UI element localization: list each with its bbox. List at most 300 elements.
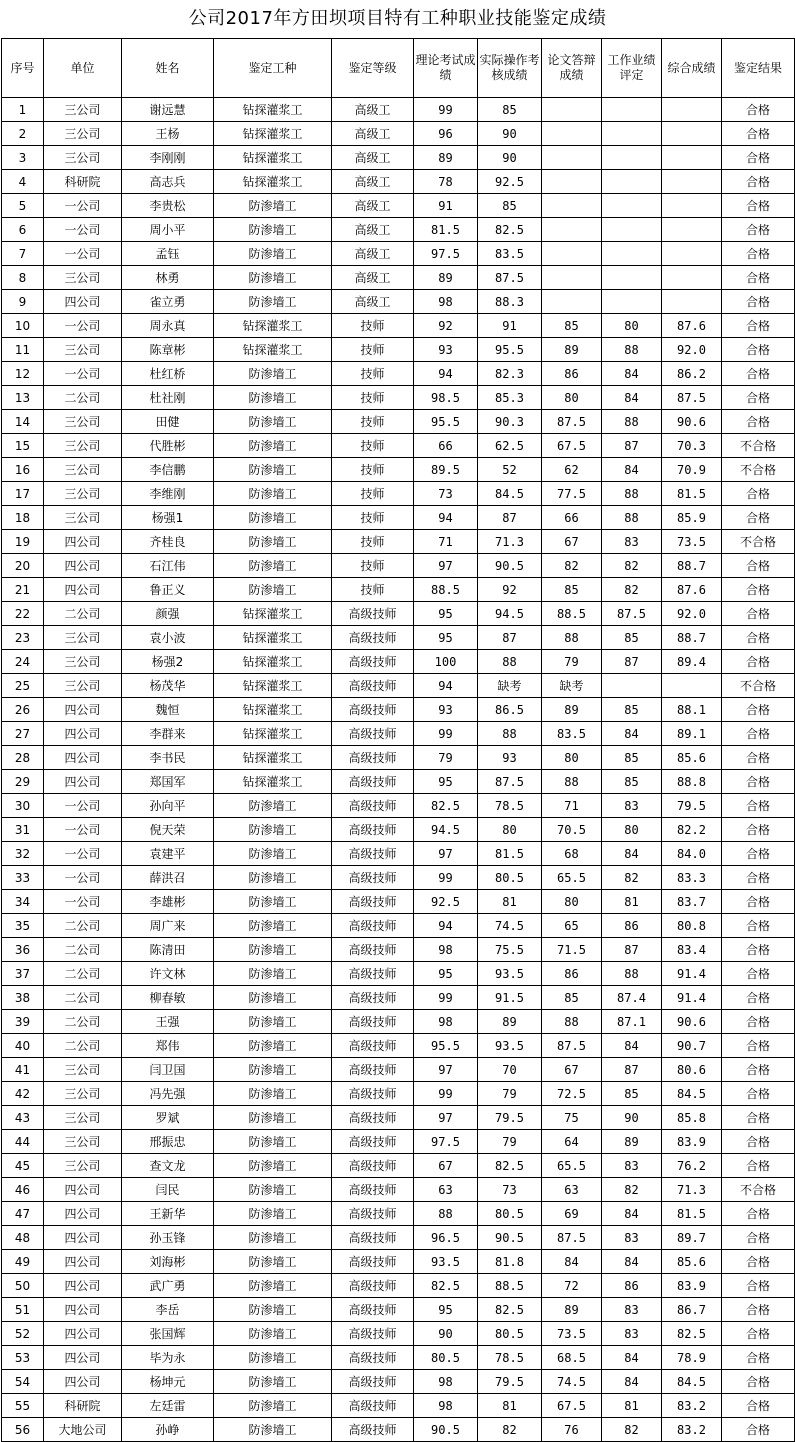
- cell-result: 合格: [722, 218, 795, 242]
- table-row: [2, 1034, 795, 1058]
- cell-unit: 一公司: [44, 362, 122, 386]
- cell-level: 高级技师: [332, 1274, 414, 1298]
- cell-name: 齐桂良: [122, 530, 214, 554]
- cell-performance: 82: [602, 578, 662, 602]
- cell-thesis: 72.5: [542, 1082, 602, 1106]
- cell-thesis: 71: [542, 794, 602, 818]
- cell-thesis: 85: [542, 578, 602, 602]
- cell-name: 张国辉: [122, 1322, 214, 1346]
- cell-performance: [602, 170, 662, 194]
- cell-overall: 70.9: [662, 458, 722, 482]
- cell-level: 高级技师: [332, 1202, 414, 1226]
- cell-name: 邢振忠: [122, 1130, 214, 1154]
- cell-overall: 83.4: [662, 938, 722, 962]
- cell-performance: 87.1: [602, 1010, 662, 1034]
- cell-result: 合格: [722, 746, 795, 770]
- cell-thesis: 62: [542, 458, 602, 482]
- cell-thesis: 65.5: [542, 866, 602, 890]
- cell-result: 合格: [722, 146, 795, 170]
- cell-unit: 一公司: [44, 842, 122, 866]
- cell-trade: 防渗墙工: [214, 1346, 332, 1370]
- cell-thesis: 66: [542, 506, 602, 530]
- cell-thesis: 63: [542, 1178, 602, 1202]
- cell-seq: 43: [2, 1106, 44, 1130]
- cell-thesis: [542, 98, 602, 122]
- table-row: [2, 842, 795, 866]
- cell-level: 高级技师: [332, 1394, 414, 1418]
- cell-trade: 防渗墙工: [214, 194, 332, 218]
- table-row: [2, 338, 795, 362]
- cell-practical: 82.5: [478, 1298, 542, 1322]
- cell-trade: 防渗墙工: [214, 458, 332, 482]
- cell-performance: [602, 266, 662, 290]
- table-row: [2, 1010, 795, 1034]
- cell-thesis: 89: [542, 698, 602, 722]
- cell-thesis: 69: [542, 1202, 602, 1226]
- cell-thesis: 74.5: [542, 1370, 602, 1394]
- table-row: [2, 1226, 795, 1250]
- cell-unit: 四公司: [44, 722, 122, 746]
- cell-unit: 三公司: [44, 1130, 122, 1154]
- cell-overall: [662, 266, 722, 290]
- cell-seq: 22: [2, 602, 44, 626]
- cell-practical: 93.5: [478, 962, 542, 986]
- cell-level: 技师: [332, 362, 414, 386]
- cell-thesis: [542, 122, 602, 146]
- cell-level: 高级技师: [332, 818, 414, 842]
- cell-theory: 94: [414, 362, 478, 386]
- cell-name: 李刚刚: [122, 146, 214, 170]
- cell-unit: 四公司: [44, 1346, 122, 1370]
- table-row: [2, 722, 795, 746]
- cell-seq: 30: [2, 794, 44, 818]
- cell-unit: 三公司: [44, 674, 122, 698]
- cell-trade: 钻探灌浆工: [214, 722, 332, 746]
- cell-overall: [662, 170, 722, 194]
- cell-practical: 94.5: [478, 602, 542, 626]
- cell-practical: 78.5: [478, 1346, 542, 1370]
- cell-unit: 四公司: [44, 1202, 122, 1226]
- cell-trade: 钻探灌浆工: [214, 338, 332, 362]
- cell-practical: 79.5: [478, 1106, 542, 1130]
- cell-overall: 91.4: [662, 986, 722, 1010]
- cell-level: 高级技师: [332, 1154, 414, 1178]
- cell-theory: 98: [414, 290, 478, 314]
- cell-result: 合格: [722, 1298, 795, 1322]
- table-row: [2, 962, 795, 986]
- table-row: [2, 314, 795, 338]
- cell-trade: 钻探灌浆工: [214, 674, 332, 698]
- cell-performance: 80: [602, 314, 662, 338]
- cell-overall: [662, 194, 722, 218]
- cell-trade: 防渗墙工: [214, 1130, 332, 1154]
- cell-practical: 80.5: [478, 1322, 542, 1346]
- cell-overall: [662, 98, 722, 122]
- cell-theory: 95.5: [414, 410, 478, 434]
- cell-practical: 80.5: [478, 1202, 542, 1226]
- cell-level: 技师: [332, 482, 414, 506]
- cell-level: 高级技师: [332, 602, 414, 626]
- cell-seq: 27: [2, 722, 44, 746]
- cell-name: 李书民: [122, 746, 214, 770]
- cell-performance: 82: [602, 866, 662, 890]
- cell-practical: 88: [478, 722, 542, 746]
- cell-trade: 防渗墙工: [214, 386, 332, 410]
- cell-seq: 25: [2, 674, 44, 698]
- cell-level: 高级技师: [332, 1250, 414, 1274]
- cell-theory: 81.5: [414, 218, 478, 242]
- header-seq: 序号: [2, 39, 44, 98]
- table-row: [2, 626, 795, 650]
- cell-trade: 钻探灌浆工: [214, 122, 332, 146]
- cell-seq: 26: [2, 698, 44, 722]
- cell-seq: 56: [2, 1418, 44, 1442]
- cell-level: 高级技师: [332, 674, 414, 698]
- cell-level: 高级技师: [332, 1010, 414, 1034]
- cell-trade: 防渗墙工: [214, 530, 332, 554]
- cell-name: 李群来: [122, 722, 214, 746]
- cell-level: 技师: [332, 338, 414, 362]
- cell-level: 高级工: [332, 146, 414, 170]
- cell-result: 合格: [722, 1250, 795, 1274]
- cell-level: 高级技师: [332, 722, 414, 746]
- cell-result: 合格: [722, 1418, 795, 1442]
- table-row: [2, 602, 795, 626]
- cell-level: 高级技师: [332, 698, 414, 722]
- cell-name: 李维刚: [122, 482, 214, 506]
- cell-name: 孙向平: [122, 794, 214, 818]
- cell-thesis: 88: [542, 770, 602, 794]
- cell-performance: 83: [602, 1154, 662, 1178]
- cell-result: 合格: [722, 1082, 795, 1106]
- cell-trade: 钻探灌浆工: [214, 314, 332, 338]
- table-row: [2, 1058, 795, 1082]
- cell-performance: 88: [602, 338, 662, 362]
- cell-trade: 防渗墙工: [214, 1154, 332, 1178]
- cell-practical: 79: [478, 1130, 542, 1154]
- cell-name: 石江伟: [122, 554, 214, 578]
- cell-theory: 97: [414, 554, 478, 578]
- cell-theory: 71: [414, 530, 478, 554]
- cell-practical: 86.5: [478, 698, 542, 722]
- cell-theory: 96: [414, 122, 478, 146]
- cell-overall: [662, 146, 722, 170]
- cell-name: 杜社刚: [122, 386, 214, 410]
- cell-overall: 89.4: [662, 650, 722, 674]
- cell-thesis: 72: [542, 1274, 602, 1298]
- cell-performance: 85: [602, 770, 662, 794]
- cell-performance: 83: [602, 1322, 662, 1346]
- cell-level: 高级技师: [332, 1058, 414, 1082]
- header-performance: 工作业绩评定: [602, 39, 662, 98]
- table-row: [2, 1394, 795, 1418]
- cell-thesis: 75: [542, 1106, 602, 1130]
- table-row: [2, 938, 795, 962]
- cell-overall: 83.7: [662, 890, 722, 914]
- cell-theory: 98: [414, 1370, 478, 1394]
- cell-level: 技师: [332, 578, 414, 602]
- cell-seq: 21: [2, 578, 44, 602]
- cell-level: 高级技师: [332, 1226, 414, 1250]
- cell-name: 雀立勇: [122, 290, 214, 314]
- cell-trade: 钻探灌浆工: [214, 170, 332, 194]
- cell-theory: 88.5: [414, 578, 478, 602]
- cell-overall: 86.2: [662, 362, 722, 386]
- cell-trade: 防渗墙工: [214, 266, 332, 290]
- table-row: [2, 746, 795, 770]
- cell-result: 合格: [722, 410, 795, 434]
- cell-seq: 36: [2, 938, 44, 962]
- table-row: [2, 578, 795, 602]
- cell-result: 合格: [722, 266, 795, 290]
- cell-performance: 82: [602, 554, 662, 578]
- cell-result: 不合格: [722, 674, 795, 698]
- cell-seq: 13: [2, 386, 44, 410]
- cell-unit: 三公司: [44, 458, 122, 482]
- cell-performance: 87.4: [602, 986, 662, 1010]
- cell-unit: 三公司: [44, 1154, 122, 1178]
- cell-name: 查文龙: [122, 1154, 214, 1178]
- cell-theory: 97: [414, 842, 478, 866]
- cell-result: 合格: [722, 362, 795, 386]
- cell-unit: 二公司: [44, 986, 122, 1010]
- cell-result: 合格: [722, 1058, 795, 1082]
- cell-name: 李雄彬: [122, 890, 214, 914]
- cell-performance: 83: [602, 1298, 662, 1322]
- cell-overall: 76.2: [662, 1154, 722, 1178]
- cell-overall: 88.8: [662, 770, 722, 794]
- cell-performance: [602, 218, 662, 242]
- cell-unit: 二公司: [44, 914, 122, 938]
- cell-level: 高级技师: [332, 626, 414, 650]
- cell-trade: 防渗墙工: [214, 1058, 332, 1082]
- cell-overall: 84.5: [662, 1370, 722, 1394]
- cell-unit: 三公司: [44, 506, 122, 530]
- cell-result: 合格: [722, 482, 795, 506]
- cell-performance: 84: [602, 458, 662, 482]
- cell-thesis: 84: [542, 1250, 602, 1274]
- cell-overall: 90.6: [662, 1010, 722, 1034]
- cell-level: 高级技师: [332, 938, 414, 962]
- table-row: [2, 1418, 795, 1442]
- cell-overall: 82.2: [662, 818, 722, 842]
- cell-theory: 100: [414, 650, 478, 674]
- cell-name: 周永真: [122, 314, 214, 338]
- cell-level: 高级工: [332, 242, 414, 266]
- cell-theory: 98: [414, 1394, 478, 1418]
- cell-theory: 66: [414, 434, 478, 458]
- cell-unit: 三公司: [44, 338, 122, 362]
- cell-unit: 四公司: [44, 1178, 122, 1202]
- cell-result: 合格: [722, 578, 795, 602]
- cell-practical: 90: [478, 122, 542, 146]
- cell-trade: 防渗墙工: [214, 890, 332, 914]
- cell-seq: 28: [2, 746, 44, 770]
- cell-thesis: 88: [542, 1010, 602, 1034]
- cell-trade: 防渗墙工: [214, 578, 332, 602]
- cell-theory: 89.5: [414, 458, 478, 482]
- page-title: 公司2017年方田坝项目特有工种职业技能鉴定成绩: [188, 8, 607, 29]
- cell-name: 闫民: [122, 1178, 214, 1202]
- cell-trade: 防渗墙工: [214, 1250, 332, 1274]
- cell-performance: 82: [602, 1418, 662, 1442]
- table-row: [2, 1274, 795, 1298]
- cell-result: 不合格: [722, 434, 795, 458]
- cell-unit: 二公司: [44, 1010, 122, 1034]
- cell-trade: 钻探灌浆工: [214, 698, 332, 722]
- cell-overall: 85.6: [662, 746, 722, 770]
- cell-theory: 89: [414, 266, 478, 290]
- cell-unit: 三公司: [44, 146, 122, 170]
- cell-performance: 90: [602, 1106, 662, 1130]
- cell-performance: 80: [602, 818, 662, 842]
- cell-seq: 53: [2, 1346, 44, 1370]
- cell-performance: 84: [602, 1346, 662, 1370]
- cell-practical: 82.5: [478, 1154, 542, 1178]
- cell-unit: 一公司: [44, 794, 122, 818]
- cell-result: 合格: [722, 1154, 795, 1178]
- cell-practical: 90: [478, 146, 542, 170]
- cell-result: 合格: [722, 194, 795, 218]
- cell-trade: 防渗墙工: [214, 1082, 332, 1106]
- cell-performance: 83: [602, 794, 662, 818]
- cell-overall: 80.6: [662, 1058, 722, 1082]
- cell-name: 郑国军: [122, 770, 214, 794]
- cell-overall: 83.9: [662, 1130, 722, 1154]
- cell-unit: 一公司: [44, 866, 122, 890]
- cell-performance: 87.5: [602, 602, 662, 626]
- cell-seq: 14: [2, 410, 44, 434]
- cell-level: 高级技师: [332, 1346, 414, 1370]
- cell-trade: 钻探灌浆工: [214, 602, 332, 626]
- cell-overall: 88.7: [662, 554, 722, 578]
- cell-level: 高级技师: [332, 914, 414, 938]
- cell-overall: 88.7: [662, 626, 722, 650]
- cell-name: 陈章彬: [122, 338, 214, 362]
- cell-name: 田健: [122, 410, 214, 434]
- cell-trade: 钻探灌浆工: [214, 146, 332, 170]
- cell-practical: 71.3: [478, 530, 542, 554]
- cell-seq: 54: [2, 1370, 44, 1394]
- cell-thesis: 87.5: [542, 1226, 602, 1250]
- cell-performance: 87: [602, 1058, 662, 1082]
- cell-practical: 74.5: [478, 914, 542, 938]
- cell-practical: 82.5: [478, 218, 542, 242]
- cell-seq: 37: [2, 962, 44, 986]
- cell-name: 王新华: [122, 1202, 214, 1226]
- cell-name: 柳春敏: [122, 986, 214, 1010]
- cell-unit: 一公司: [44, 242, 122, 266]
- cell-name: 孙峥: [122, 1418, 214, 1442]
- cell-trade: 防渗墙工: [214, 1226, 332, 1250]
- table-row: [2, 290, 795, 314]
- table-row: [2, 122, 795, 146]
- cell-level: 高级工: [332, 218, 414, 242]
- cell-practical: 缺考: [478, 674, 542, 698]
- cell-practical: 85.3: [478, 386, 542, 410]
- cell-practical: 95.5: [478, 338, 542, 362]
- cell-seq: 5: [2, 194, 44, 218]
- cell-overall: 84.5: [662, 1082, 722, 1106]
- cell-result: 合格: [722, 1394, 795, 1418]
- table-row: [2, 530, 795, 554]
- cell-practical: 80: [478, 818, 542, 842]
- cell-seq: 19: [2, 530, 44, 554]
- cell-name: 李贵松: [122, 194, 214, 218]
- cell-overall: 83.2: [662, 1394, 722, 1418]
- cell-level: 高级技师: [332, 1370, 414, 1394]
- cell-practical: 82: [478, 1418, 542, 1442]
- table-row: [2, 1106, 795, 1130]
- cell-theory: 96.5: [414, 1226, 478, 1250]
- cell-overall: 89.7: [662, 1226, 722, 1250]
- cell-performance: [602, 242, 662, 266]
- cell-thesis: 88: [542, 626, 602, 650]
- cell-level: 高级技师: [332, 1298, 414, 1322]
- cell-practical: 73: [478, 1178, 542, 1202]
- cell-name: 刘海彬: [122, 1250, 214, 1274]
- cell-name: 王强: [122, 1010, 214, 1034]
- cell-trade: 防渗墙工: [214, 1010, 332, 1034]
- cell-trade: 防渗墙工: [214, 290, 332, 314]
- cell-unit: 四公司: [44, 530, 122, 554]
- cell-practical: 52: [478, 458, 542, 482]
- cell-performance: 88: [602, 962, 662, 986]
- cell-trade: 钻探灌浆工: [214, 650, 332, 674]
- cell-trade: 防渗墙工: [214, 1322, 332, 1346]
- cell-theory: 82.5: [414, 1274, 478, 1298]
- cell-result: 合格: [722, 842, 795, 866]
- cell-theory: 91: [414, 194, 478, 218]
- cell-thesis: 87.5: [542, 1034, 602, 1058]
- cell-seq: 55: [2, 1394, 44, 1418]
- table-row: [2, 1154, 795, 1178]
- cell-theory: 94.5: [414, 818, 478, 842]
- cell-practical: 81.5: [478, 842, 542, 866]
- cell-name: 魏恒: [122, 698, 214, 722]
- cell-trade: 防渗墙工: [214, 938, 332, 962]
- cell-thesis: [542, 218, 602, 242]
- cell-thesis: 67.5: [542, 434, 602, 458]
- cell-seq: 31: [2, 818, 44, 842]
- cell-seq: 18: [2, 506, 44, 530]
- cell-name: 孙玉锋: [122, 1226, 214, 1250]
- table-row: [2, 1322, 795, 1346]
- cell-unit: 一公司: [44, 314, 122, 338]
- cell-result: 合格: [722, 1226, 795, 1250]
- cell-unit: 三公司: [44, 482, 122, 506]
- cell-practical: 79: [478, 1082, 542, 1106]
- cell-result: 合格: [722, 650, 795, 674]
- cell-performance: [602, 122, 662, 146]
- cell-overall: [662, 242, 722, 266]
- cell-name: 武广勇: [122, 1274, 214, 1298]
- cell-result: 合格: [722, 1034, 795, 1058]
- cell-practical: 92.5: [478, 170, 542, 194]
- cell-result: 合格: [722, 338, 795, 362]
- cell-overall: 85.9: [662, 506, 722, 530]
- table-row: [2, 482, 795, 506]
- cell-practical: 90.5: [478, 1226, 542, 1250]
- cell-trade: 防渗墙工: [214, 242, 332, 266]
- cell-thesis: 68.5: [542, 1346, 602, 1370]
- cell-name: 王杨: [122, 122, 214, 146]
- cell-overall: 83.9: [662, 1274, 722, 1298]
- cell-practical: 84.5: [478, 482, 542, 506]
- cell-level: 高级技师: [332, 1418, 414, 1442]
- cell-performance: 87: [602, 650, 662, 674]
- cell-name: 薛洪召: [122, 866, 214, 890]
